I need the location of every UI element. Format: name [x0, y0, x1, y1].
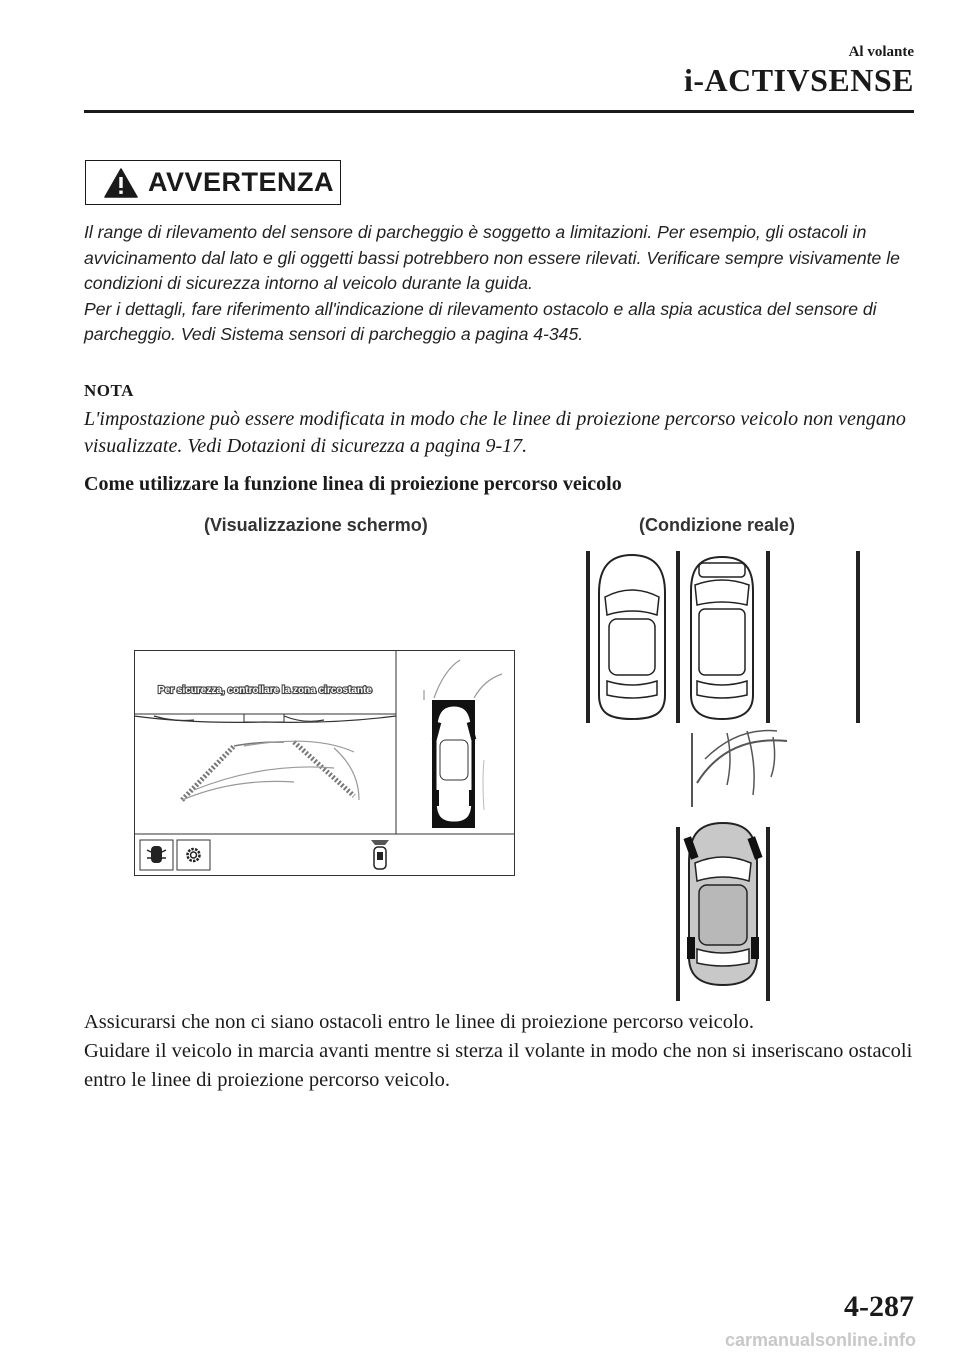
warning-paragraph-2: Per i dettagli, fare riferimento all'indicazione di rilevamento ostacolo e alla spia acustica del sensore di parcheggio. Vedi Sistema sensori di parcheggio a pagina 4-345.: [84, 298, 877, 344]
body-text: [84, 1008, 924, 1095]
screen-illustration: [134, 650, 515, 876]
warning-triangle-icon: [104, 168, 138, 198]
warning-title: AVVERTENZA: [148, 167, 335, 197]
note-title: NOTA: [84, 381, 134, 400]
warning-paragraph-1: Il range di rilevamento del sensore di parcheggio è soggetto a limitazioni. Per esempio, gli ostacoli in avvicinamento dal lato e gli oggetti bassi potrebbero non essere rilevati. Verificare sempre visivamente le condizioni di sicurezza intorno al veicolo durante la guida.: [84, 222, 900, 293]
header-rule: [84, 110, 914, 113]
caption-real: (Condizione reale): [639, 515, 796, 535]
body-line-1: Assicurarsi che non ci siano ostacoli entro le linee di proiezione percorso veicolo.: [84, 1011, 755, 1033]
caption-screen: (Visualizzazione schermo): [204, 515, 428, 535]
section-heading: Come utilizzare la funzione linea di proiezione percorso veicolo: [84, 473, 622, 495]
body-line-2: Guidare il veicolo in marcia avanti mentre si sterza il volante in modo che non si inseriscano ostacoli entro le linee di proiezione percorso veicolo.: [84, 1040, 913, 1091]
watermark: carmanualsonline.info: [724, 1330, 916, 1350]
real-condition-illustration: [577, 545, 867, 1005]
page-number: 4-287: [844, 1290, 914, 1323]
warning-box: [85, 160, 341, 205]
settings-button: [177, 840, 210, 870]
screen-banner: Per sicurezza, controllare la zona circostante: [158, 685, 372, 696]
chapter-title: i-ACTIVSENSE: [683, 62, 914, 98]
note-text: L'impostazione può essere modificata in modo che le linee di proiezione percorso veicolo non vengano visualizzate. Vedi Dotazioni di sicurezza a pagina 9-17.: [84, 408, 906, 457]
warning-text: [84, 220, 924, 348]
section-title: Al volante: [848, 44, 914, 60]
